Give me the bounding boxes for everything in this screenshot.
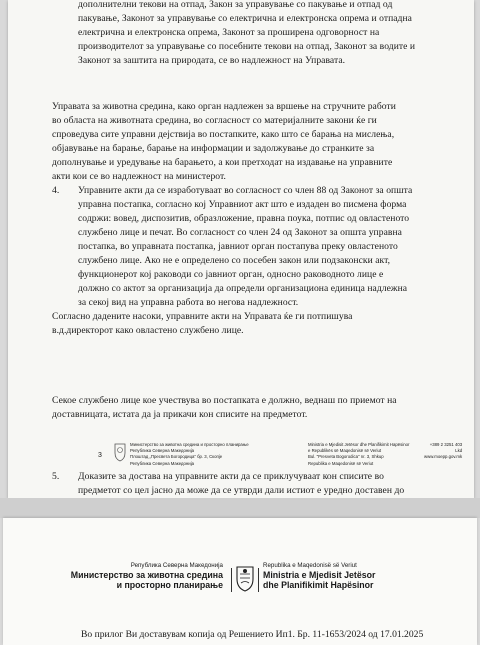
text-line: должно со актот за организација да определи организациона единица надлежна — [78, 283, 408, 294]
paragraph-guidance — [52, 310, 446, 338]
footer-phone: +389 2 3251 403 — [429, 442, 463, 447]
text-line: Управата за животна средина, како орган надлежен за вршење на стручните работи — [52, 101, 396, 112]
page-footer — [64, 442, 468, 472]
letterhead-sq — [263, 562, 375, 590]
ministry-name-mk-1: Министерство за животна средина — [70, 570, 223, 580]
text-line: функционерот кој раководи со јавниот орган, односно раководното лице е — [78, 269, 384, 280]
footer-line: e Republikës së Maqedonisë së Veriut — [308, 448, 382, 454]
page-number: 3 — [98, 452, 102, 459]
text-line: во областа на животната средина, во согласност со материјалните закони ќе ги — [52, 115, 377, 126]
list-item-4 — [52, 184, 472, 310]
divider — [231, 568, 232, 592]
text-line: Управните акти да се изработуваат во согласност со член 88 од Законот за општа — [78, 185, 413, 196]
document-page-2 — [3, 518, 477, 645]
ministry-name-sq-1: Ministria e Mjedisit Jetësor — [263, 570, 376, 580]
footer-column-mk — [130, 442, 249, 467]
text-line: Секое службено лице кое учествува во постапката е должно, веднаш по приемот на — [52, 395, 397, 406]
divider — [258, 568, 259, 592]
country-name-sq: Republika e Maqedonisë së Veriut — [263, 562, 357, 569]
page-separator — [0, 498, 480, 518]
text-line: дополнување и уредување на барањето, а кои претходат на издавање на управните — [52, 157, 393, 168]
text-line: службено лице и печат. Во согласност со член 24 од Законот за општа управна — [78, 227, 402, 238]
coat-of-arms-icon — [235, 564, 255, 592]
footer-line: Република Северна Македонија — [130, 460, 195, 466]
letterhead — [3, 562, 477, 602]
text-line: содржи: вовед, диспозитив, образложение, правна поука, потпис од овластеното — [78, 213, 410, 224]
footer-column-sq — [308, 442, 410, 467]
text-line: Законот за заштита на природата, се во надлежност на Управата. — [78, 55, 346, 66]
text-line: доставницата, истата да ја прикачи кон списите на предметот. — [52, 409, 308, 420]
text-line: Доказите за достава на управните акти да се приклучуваат кон списите во — [78, 471, 384, 482]
text-line: постапка, во управната постапка, јавниот орган постапува преку овластеното — [78, 241, 398, 252]
text-line: Согласно дадените насоки, управните акти на Управата ќе ги потпишува — [52, 311, 353, 322]
ministry-name-sq-2: dhe Planifikimit Hapësinor — [263, 580, 374, 590]
footer-line: Министерство за животна средина и просторно планирање — [130, 442, 249, 447]
letterhead-mk — [71, 562, 223, 590]
footer-line: Плоштад „Пресвета Богородица“ бр. 3, Скопје — [130, 454, 223, 460]
text-line: објавување на барање, барање на информации и задолжување до странките за — [52, 143, 375, 154]
text-line: електрична и електронска опрема, Законот за проширена одговорност на — [78, 27, 380, 38]
ministry-name-mk-2: и просторно планирање — [116, 580, 223, 590]
list-number: 4. — [52, 185, 60, 196]
paragraph-top — [52, 0, 446, 68]
footer-line: Република Северна Македонија — [130, 448, 195, 454]
text-line: производителот за управување со посебните текови на отпад, Законот за водите и — [78, 41, 416, 52]
footer-emblem-icon — [114, 442, 126, 462]
footer-line: Ministria e Mjedisit Jetësor dhe Planifikimit Hapësinor — [308, 442, 410, 447]
text-line: пакување, Законот за управување со електрична и електронска опрема и отпадна — [78, 13, 412, 24]
footer-website: www.moepp.gov.mk — [424, 454, 463, 460]
paragraph-official — [52, 394, 446, 422]
country-name-mk: Република Северна Македонија — [130, 562, 223, 569]
footer-line: Republika e Maqedonisë së Veriut — [308, 460, 374, 466]
footer-line: Bul. "Presveta Bogorodica" nr. 3, Shkup — [308, 454, 384, 460]
document-page-1 — [8, 0, 474, 498]
text-line: предметот со цел јасно да може да се утврди дали истиот е уредно доставен до — [78, 485, 405, 496]
text-line: в.д.директорот како овластено службено лице. — [52, 325, 244, 336]
text-line: спроведува сите управни дејствија во постапките, како што се барања на мислења, — [52, 129, 395, 140]
cover-letter-text: Во прилог Ви доставувам копија од Решението Ип1. Бр. 11-1653/2024 од 17.01.2025 — [81, 629, 424, 640]
list-number: 5. — [52, 471, 60, 482]
text-line: акти кои се во надлежност на министерот. — [52, 171, 226, 182]
footer-line: Lkd — [455, 448, 463, 454]
text-line: дополнителни текови на отпад, Закон за управување со пакување и отпад од — [78, 0, 393, 10]
footer-column-contact — [424, 442, 462, 461]
paragraph-administration — [52, 100, 446, 184]
text-line: управна постапка, согласно кој Управниот акт што е издаден во писмена форма — [78, 199, 407, 210]
text-line: службено лице. Ако не е определено со посебен закон или подзаконски акт, — [78, 255, 391, 266]
text-line: за секој вид на управна работа во негова надлежност. — [78, 297, 299, 308]
